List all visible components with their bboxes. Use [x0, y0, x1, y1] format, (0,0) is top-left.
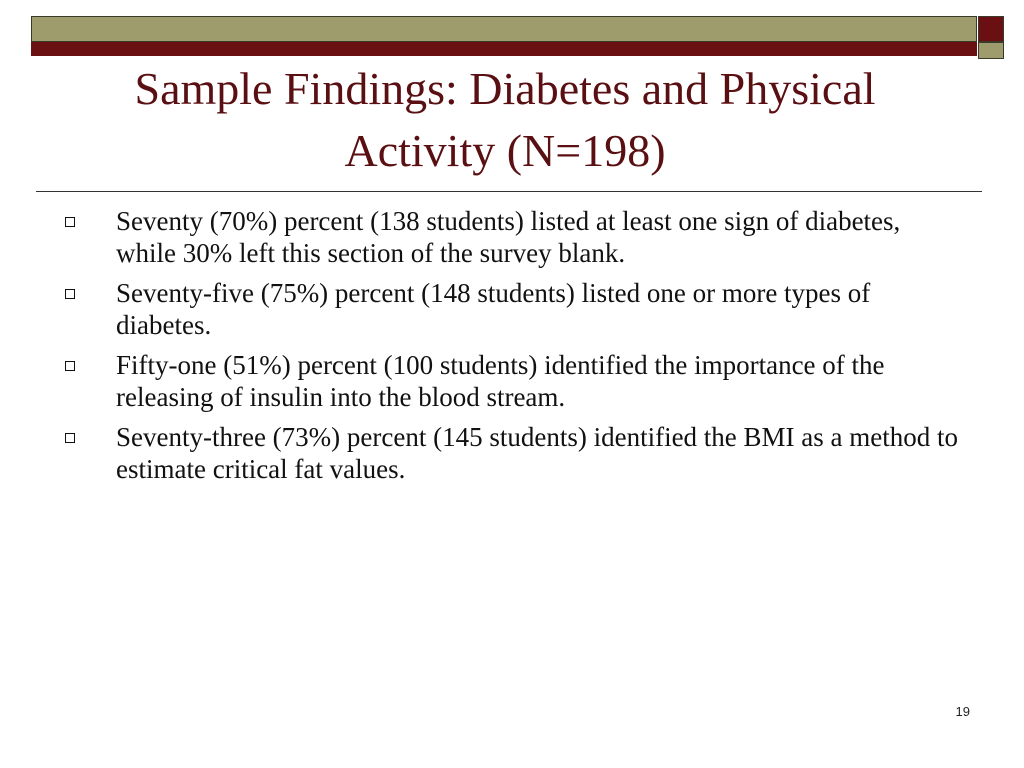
corner-square-olive	[978, 42, 1004, 59]
header-olive-band	[31, 16, 977, 42]
bullet-item	[60, 421, 960, 485]
hollow-square-bullet-icon	[65, 217, 75, 227]
bullet-text: Fifty-one (51%) percent (100 students) identified the importance of the releasing of insulin into the blood stream.	[116, 350, 885, 412]
bullet-text: Seventy (70%) percent (138 students) listed at least one sign of diabetes, while 30% left this section of the survey blank.	[116, 206, 901, 268]
bullet-item	[60, 205, 960, 269]
bullet-item	[60, 277, 960, 341]
title-divider	[36, 191, 982, 192]
hollow-square-bullet-icon	[65, 361, 75, 371]
bullet-text: Seventy-five (75%) percent (148 students) listed one or more types of diabetes.	[116, 278, 871, 340]
corner-square-dark	[978, 16, 1004, 42]
bullet-text: Seventy-three (73%) percent (145 students) identified the BMI as a method to estimate critical fat values.	[116, 422, 959, 484]
hollow-square-bullet-icon	[65, 289, 75, 299]
hollow-square-bullet-icon	[65, 433, 75, 443]
header-dark-band	[31, 42, 977, 56]
bullet-list	[60, 205, 960, 493]
page-number: 19	[955, 704, 970, 719]
bullet-item	[60, 349, 960, 413]
slide-title: Sample Findings: Diabetes and Physical Activity (N=198)	[134, 63, 876, 176]
